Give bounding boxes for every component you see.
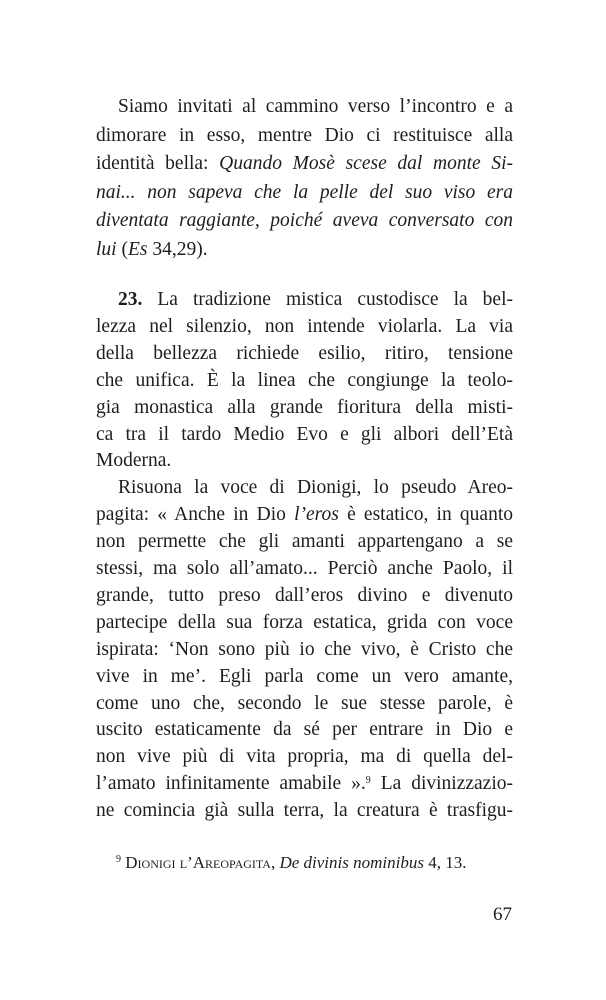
- text-line: [118, 286, 513, 314]
- text-line: [96, 609, 513, 637]
- footnote-reference: 4, 13.: [423, 853, 467, 872]
- text-segment: Risuona la voce di Dionigi, lo pseudo Areo-: [118, 477, 513, 499]
- text-line: [96, 340, 513, 368]
- text-segment: (: [116, 239, 128, 260]
- text-line: [96, 636, 513, 664]
- text-line: [96, 690, 513, 718]
- text-segment: ne comincia già sulla terra, la creatura è trasfigu-: [96, 800, 513, 822]
- text-segment: come uno che, secondo le sue stesse parole, è: [96, 692, 513, 714]
- text-segment: ispirata: ‘Non sono più io che vivo, è Cristo che: [96, 638, 513, 660]
- text-segment: gia monastica alla grande fioritura della misti-: [96, 396, 513, 418]
- text-line: [96, 582, 513, 610]
- text-line: [96, 797, 513, 825]
- text-segment: Es: [127, 239, 148, 260]
- text-line: [96, 743, 513, 771]
- text-segment: partecipe della sua forza estatica, grida con voce: [96, 611, 513, 633]
- text-segment: pagita: « Anche in Dio: [96, 504, 295, 526]
- text-segment: Quando Mosè scese dal monte Si-: [219, 153, 513, 175]
- text-line: [96, 122, 513, 150]
- text-line: [96, 236, 513, 264]
- text-segment: della bellezza richiede esilio, ritiro, tensione: [96, 342, 513, 364]
- text-line: [96, 179, 513, 207]
- text-line: [96, 501, 513, 529]
- footnote-author: Dionigi l’Areopagita: [125, 853, 271, 872]
- text-line: [96, 367, 513, 395]
- text-segment: vive in me’. Egli parla come un vero amante,: [96, 665, 513, 687]
- text-line: [96, 663, 513, 691]
- text-line: [96, 207, 513, 235]
- text-segment: La divinizzazio-: [370, 773, 513, 795]
- text-line: [96, 394, 513, 422]
- text-line: [118, 93, 513, 121]
- text-segment: grande, tutto preso dall’eros divino e divenuto: [96, 584, 513, 606]
- text-segment: l’amato infinitamente amabile ».: [96, 773, 366, 795]
- text-segment: stessi, ma solo all’amato... Perciò anche Paolo, il: [96, 558, 513, 579]
- page-number: 67: [493, 904, 512, 925]
- text-segment: non vive più di vita propria, ma di quella del-: [96, 746, 513, 768]
- text-line: [96, 770, 513, 798]
- text-segment: lui: [96, 239, 117, 260]
- text-segment: nai... non sapeva che la pelle del suo viso era: [96, 181, 513, 203]
- footnote-marker: 9: [116, 854, 121, 865]
- text-segment: La tradizione mistica custodisce la bel-: [142, 289, 513, 310]
- text-segment: dimorare in esso, mentre Dio ci restituisce alla: [96, 124, 513, 146]
- text-line: [96, 528, 513, 556]
- text-segment: l’eros: [294, 504, 339, 526]
- text-segment: che unifica. È la linea che congiunge la teolo-: [96, 369, 513, 391]
- text-segment: 34,29).: [147, 239, 208, 260]
- text-segment: uscito estaticamente da sé per entrare in Dio e: [96, 719, 513, 741]
- text-segment: diventata raggiante, poiché aveva conversato con: [96, 210, 513, 232]
- section-number: 23.: [118, 289, 143, 310]
- text-segment: lezza nel silenzio, non intende violarla. La via: [96, 315, 513, 337]
- text-line: [118, 474, 513, 502]
- footnote-reference-marker: 9: [365, 775, 371, 787]
- text-segment: Moderna.: [96, 450, 172, 472]
- text-line: [96, 716, 513, 744]
- text-segment: ca tra il tardo Medio Evo e gli albori dell’Età: [96, 423, 513, 445]
- footnote-title: De divinis nominibus: [279, 853, 424, 872]
- footnote: $^9$ Dionigi l’Areopagita, De divinis nominibus 4, 13.: [116, 853, 467, 872]
- text-line: [96, 313, 513, 341]
- text-line: [96, 150, 513, 178]
- text-segment: non permette che gli amanti appartengano a se: [96, 531, 513, 553]
- text-line: [96, 421, 513, 449]
- text-segment: è estatico, in quanto: [338, 504, 513, 526]
- text-line: [96, 447, 513, 475]
- text-segment: Siamo invitati al cammino verso l’incontro e a: [118, 96, 513, 117]
- text-line: [96, 555, 513, 583]
- text-segment: identità bella:: [96, 153, 220, 175]
